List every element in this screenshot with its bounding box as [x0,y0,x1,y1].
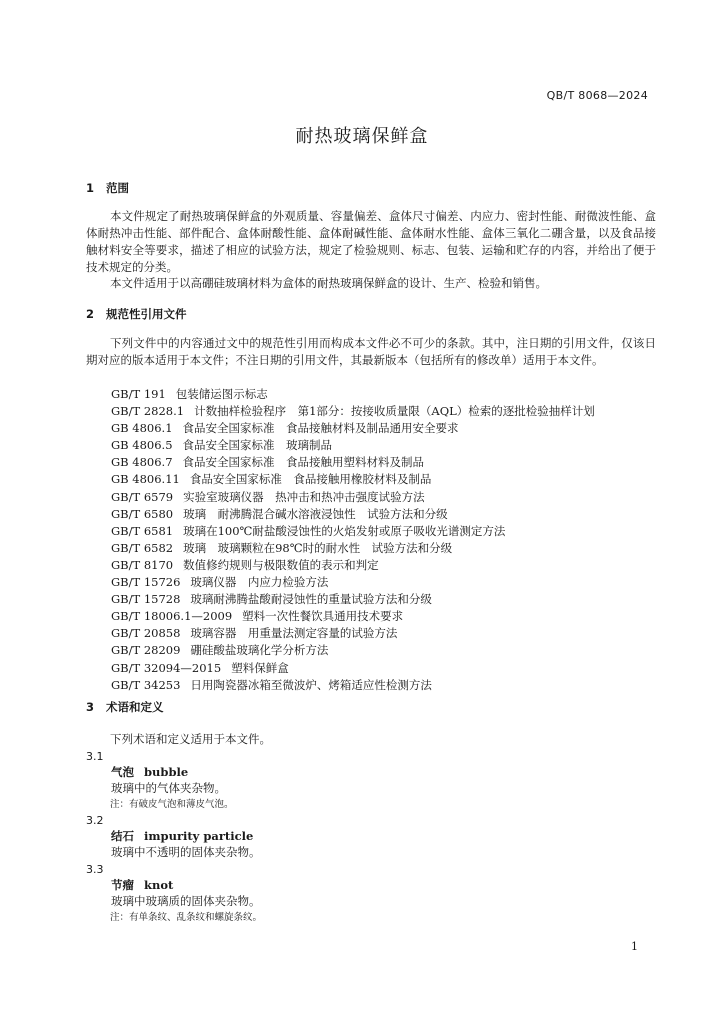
reference-item [111,677,671,694]
reference-item [111,489,671,506]
section-number: 2 [86,307,95,321]
reference-code: GB/T 2828.1 [111,404,185,419]
reference-title: 玻璃在100℃耐盐酸浸蚀性的火焰发射或原子吸收光谱测定方法 [183,523,506,538]
terms-intro: 下列术语和定义适用于本文件。 [110,732,271,746]
reference-code: GB/T 32094—2015 [111,660,222,675]
reference-title: 食品安全国家标准 玻璃制品 [182,438,333,453]
reference-item [111,642,671,659]
term-definition: 玻璃中玻璃质的固体夹杂物。 [111,894,261,908]
reference-title: 日用陶瓷器冰箱至微波炉、烤箱适应性检测方法 [190,677,432,692]
term-definition: 玻璃中不透明的固体夹杂物。 [111,845,261,859]
standard-code: QB/T 8068—2024 [546,89,648,102]
reference-title: 硼硅酸盐玻璃化学分析方法 [190,643,329,658]
scope-paragraph-1: 本文件规定了耐热玻璃保鲜盒的外观质量、容量偏差、盒体尺寸偏差、内应力、密封性能、耐微波性能、盒体耐热冲击性能、部件配合、盒体耐酸性能、盒体耐碱性能、盒体耐水性能、盒体三氧化二硼含量，以及食品接触材料安全等要求，描述了相应的试验方法，规定了检验规则、标志、包装、运输和贮存的内容，并给出了便于技术规定的分类。 [86,209,656,274]
term-number: 3.3 [86,863,104,876]
reference-item [111,437,671,454]
reference-code: GB/T 191 [111,387,166,401]
term-en: knot [144,878,174,892]
term-number: 3.2 [86,814,104,827]
reference-code: GB/T 20858 [111,626,181,641]
reference-code: GB/T 6581 [111,523,174,538]
reference-code: GB/T 28209 [111,643,181,658]
reference-title: 玻璃 玻璃颗粒在98℃时的耐水性 试验方法和分级 [183,540,453,555]
reference-item [111,506,671,523]
reference-item [111,403,671,420]
reference-title: 食品安全国家标准 食品接触用橡胶材料及制品 [189,472,432,487]
reference-item [111,523,671,540]
reference-code: GB 4806.1 [111,421,173,436]
reference-item [111,574,671,591]
reference-code: GB/T 34253 [111,677,181,692]
reference-title: 计数抽样检验程序 第1部分：按接收质量限（AQL）检索的逐批检验抽样计划 [194,404,595,419]
reference-title: 玻璃 耐沸腾混合碱水溶液浸蚀性 试验方法和分级 [183,506,448,521]
term-heading [111,877,173,894]
reference-title: 塑料保鲜盒 [231,660,289,675]
page-number: 1 [631,940,638,953]
reference-title: 包装储运图示标志 [175,387,268,401]
reference-code: GB/T 8170 [111,557,174,572]
reference-item [111,386,671,403]
term-en: impurity particle [144,829,254,843]
section-heading-terms [86,699,164,715]
reference-item [111,420,671,437]
section-heading-references [86,306,187,322]
section-title: 术语和定义 [106,700,164,714]
reference-item [111,540,671,557]
term-note: 注：有破皮气泡和薄皮气泡。 [110,799,234,810]
term-heading [111,764,188,781]
references-intro: 下列文件中的内容通过文中的规范性引用而构成本文件必不可少的条款。其中，注日期的引用文件，仅该日期对应的版本适用于本文件；不注日期的引用文件，其最新版本（包括所有的修改单）适用于本文件。 [86,336,656,367]
scope-paragraph-2: 本文件适用于以高硼硅玻璃材料为盒体的耐热玻璃保鲜盒的设计、生产、检验和销售。 [110,276,547,290]
reference-title: 实验室玻璃仪器 热冲击和热冲击强度试验方法 [183,489,425,504]
reference-item [111,591,671,608]
section-title: 范围 [106,181,129,195]
term-zh: 节瘤 [111,878,134,892]
reference-code: GB 4806.7 [111,455,173,470]
term-heading [111,828,253,845]
reference-title: 食品安全国家标准 食品接触材料及制品通用安全要求 [182,421,459,436]
reference-item [111,471,671,488]
reference-item [111,625,671,642]
reference-item [111,608,671,625]
term-zh: 气泡 [111,765,134,779]
reference-title: 塑料一次性餐饮具通用技术要求 [242,609,404,624]
reference-code: GB/T 18006.1—2009 [111,609,233,624]
reference-item [111,557,671,574]
reference-title: 食品安全国家标准 食品接触用塑料材料及制品 [182,455,425,470]
reference-code: GB/T 6579 [111,489,174,504]
reference-title: 玻璃容器 用重量法测定容量的试验方法 [190,626,398,641]
reference-code: GB 4806.5 [111,438,173,453]
reference-item [111,454,671,471]
section-number: 3 [86,700,95,714]
term-zh: 结石 [111,829,134,843]
reference-code: GB 4806.11 [111,472,180,487]
reference-title: 数值修约规则与极限数值的表示和判定 [183,557,379,572]
section-heading-scope [86,180,129,196]
reference-code: GB/T 6582 [111,540,174,555]
reference-title: 玻璃耐沸腾盐酸耐浸蚀性的重量试验方法和分级 [190,592,432,607]
reference-title: 玻璃仪器 内应力检验方法 [190,575,329,590]
section-title: 规范性引用文件 [106,307,187,321]
reference-code: GB/T 15726 [111,575,181,590]
term-number: 3.1 [86,750,104,763]
term-en: bubble [144,765,189,779]
reference-item [111,660,671,677]
document-title: 耐热玻璃保鲜盒 [295,126,429,147]
reference-list [111,386,671,694]
section-number: 1 [86,181,95,195]
reference-code: GB/T 6580 [111,506,174,521]
reference-code: GB/T 15728 [111,592,181,607]
term-note: 注：有单条纹、乱条纹和螺旋条纹。 [110,912,263,923]
term-definition: 玻璃中的气体夹杂物。 [111,781,226,795]
